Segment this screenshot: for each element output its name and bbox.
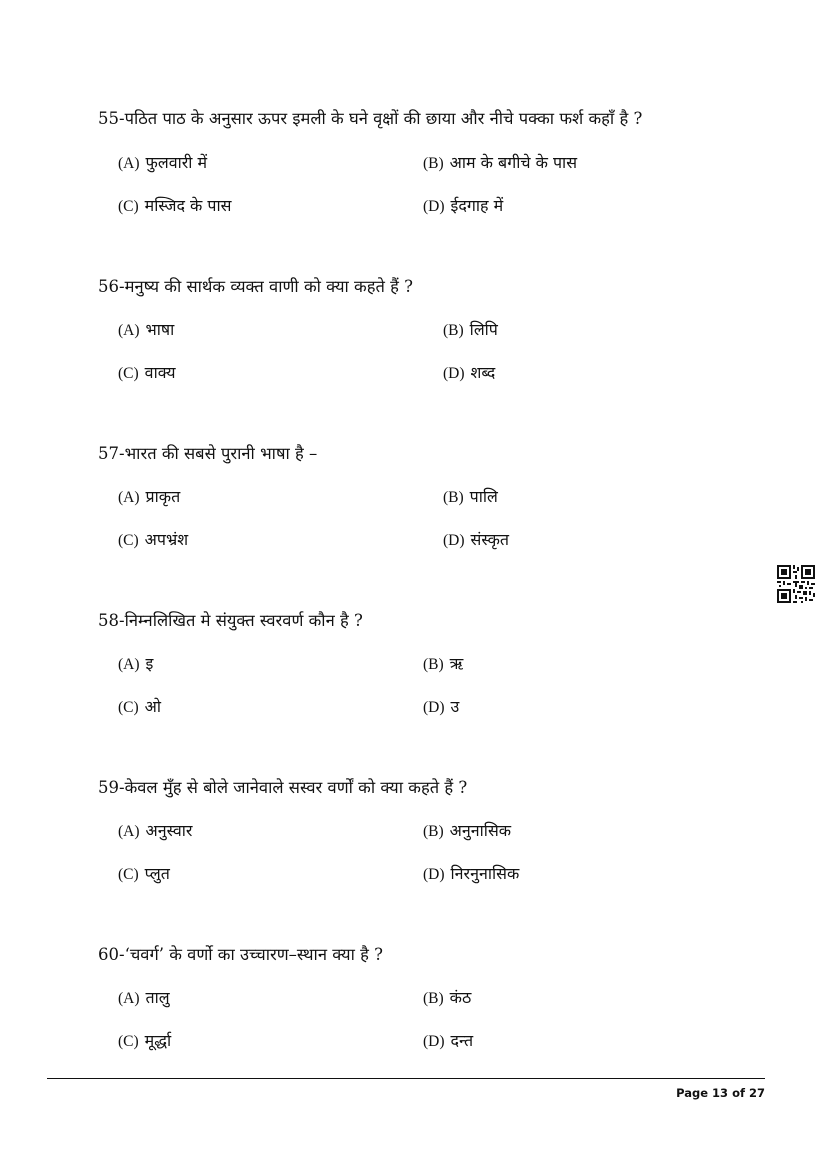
option-a: (A) प्राकृत xyxy=(118,487,181,506)
option-d: (D) उ xyxy=(423,697,460,716)
question-text: 59-केवल मुँह से बोले जानेवाले सस्वर वर्णों को क्या कहते हैं ? xyxy=(98,778,468,797)
option-c: (C) अपभ्रंश xyxy=(118,530,189,549)
question-55 xyxy=(98,108,778,130)
question-59 xyxy=(98,777,778,799)
option-b: (B) अनुनासिक xyxy=(423,821,512,840)
option-d: (D) शब्द xyxy=(443,363,496,382)
option-c: (C) ओ xyxy=(118,697,162,716)
question-60 xyxy=(98,944,778,966)
option-a: (A) तालु xyxy=(118,988,170,1007)
question-57 xyxy=(98,443,778,465)
option-a: (A) अनुस्वार xyxy=(118,821,193,840)
question-58 xyxy=(98,610,778,632)
option-b: (B) लिपि xyxy=(443,320,498,339)
option-c: (C) मूर्द्धा xyxy=(118,1031,172,1050)
question-text: 60-‘चवर्ग’ के वर्णो का उच्चारण–स्थान क्या है ? xyxy=(98,945,383,964)
question-text: 58-निम्नलिखित मे संयुक्त स्वरवर्ण कौन है ? xyxy=(98,611,363,630)
footer-divider xyxy=(47,1078,765,1079)
page-number: Page 13 of 27 xyxy=(676,1086,765,1100)
question-text: 57-भारत की सबसे पुरानी भाषा है – xyxy=(98,444,318,463)
question-56 xyxy=(98,276,778,298)
option-c: (C) वाक्य xyxy=(118,363,176,382)
question-text: 55-पठित पाठ के अनुसार ऊपर इमली के घने वृक्षों की छाया और नीचे पक्का फर्श कहाँ है ? xyxy=(98,109,643,128)
option-d: (D) दन्त xyxy=(423,1031,474,1050)
option-b: (B) ऋ xyxy=(423,654,464,673)
option-b: (B) पालि xyxy=(443,487,498,506)
option-a: (A) फुलवारी में xyxy=(118,153,208,172)
option-d: (D) निरनुनासिक xyxy=(423,864,520,883)
option-c: (C) प्लुत xyxy=(118,864,170,883)
option-d: (D) ईदगाह में xyxy=(423,196,504,215)
qr-code-icon xyxy=(777,565,815,603)
option-d: (D) संस्कृत xyxy=(443,530,509,549)
option-b: (B) आम के बगीचे के पास xyxy=(423,153,578,172)
question-text: 56-मनुष्य की सार्थक व्यक्त वाणी को क्या कहते हैं ? xyxy=(98,277,413,296)
option-a: (A) इ xyxy=(118,654,154,673)
option-b: (B) कंठ xyxy=(423,988,472,1007)
option-a: (A) भाषा xyxy=(118,320,175,339)
option-c: (C) मस्जिद के पास xyxy=(118,196,232,215)
